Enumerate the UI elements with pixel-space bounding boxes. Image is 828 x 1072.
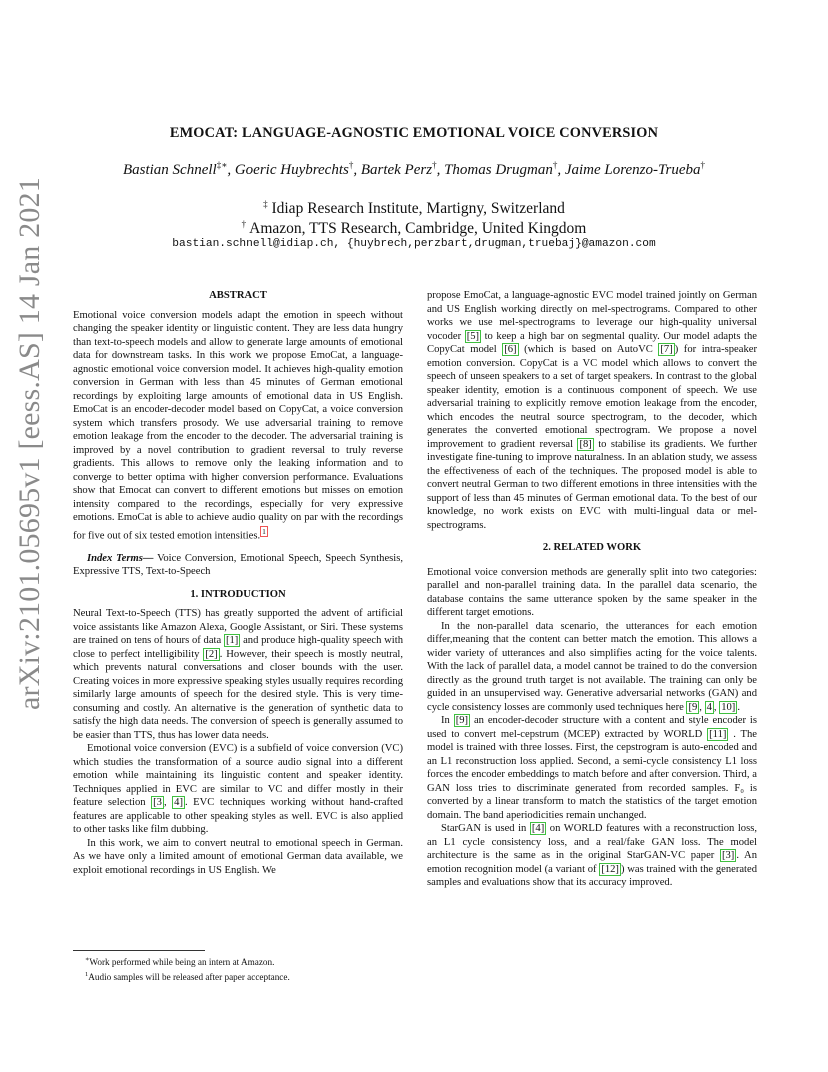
left-column [73, 289, 403, 877]
affiliation-amazon [0, 219, 828, 238]
author-affiliation-mark: ‡∗ [216, 160, 228, 170]
citation-link[interactable]: 4] [174, 797, 183, 809]
footnote-audio [73, 969, 403, 984]
related-paragraph-4: StarGAN is used in [4] on WORLD features with a reconstruction loss, an L1 cycle consistency loss, and a real/fake GAN loss. The model architecture is the same as in the original StarGAN-VC paper [3] . An emotion recognition model (a variant of [12] ) was trained with the generated samples and evaluations show that its accuracy improved. [427, 823, 757, 888]
author-name: Thomas Drugman [444, 162, 553, 178]
abstract-heading: ABSTRACT [209, 290, 267, 301]
intro-paragraph-2: Emotional voice conversion (EVC) is a subfield of voice conversion (VC) which studies the transformation of a source audio signal into a different emotion while maintaining its linguistic content and speaker identity. Techniques applied in EVC are similar to VC and differ mostly in their feature selection [3 , 4] . EVC techniques working without hand-crafted features are applicable to other speaking styles as well. EVC is also applied to other tasks like film dubbing. [73, 743, 403, 836]
intro-continued-paragraph: propose EmoCat, a language-agnostic EVC model trained jointly on German and US English working directly on mel-spectrograms. Compared to other works we use mel-spectrograms to leverage our high-quality universal vocoder [5] to keep a high bar on segmental quality. Our model adapts the CopyCat model [6] (which is based on AutoVC [7] ) for intra-speaker emotion conversion. CopyCat is a VC model which allows to convert the speech of unseen speakers to a set of target speakers. In contrast to the global speaker identity, emotion is a continuous component of speech. We use adversarial training to explicitly remove emotion leakage from the encoder, which encodes the neutral source spectrogram, to the decoder, which generates the converted emotional spectrogram. We propose a novel improvement to gradient reversal [8] to stabilise its gradients. We further investigate fine-tuning to improve naturalness. In an ablation study, we assess the effectiveness of each of the techniques. The proposed model is able to convert neutral German to two different emotions in three intensities with the support of less than 45 minutes of German emotional data. To the best of our knowledge, no work exists on EVC with multi-lingual data or mel-spectrograms. [427, 290, 758, 531]
author-affiliation-mark: † [552, 160, 558, 170]
intro-paragraph-3: In this work, we aim to convert neutral to emotional speech in German. As we have only a limited amount of emotional German data available, we exploit emotional recordings in US English. We [73, 837, 403, 876]
footnote-mark: 1 [85, 970, 89, 978]
citation-link[interactable]: [6] [504, 344, 517, 355]
index-terms [73, 552, 403, 579]
citation-link[interactable]: [2] [205, 648, 218, 660]
citation-link[interactable]: 10] [721, 701, 736, 713]
affiliation-text: Amazon, TTS Research, Cambridge, United Kingdom [249, 220, 587, 238]
citation-link[interactable]: 4 [706, 701, 712, 713]
footnotes [73, 950, 403, 983]
arxiv-stamp: arXiv:2101.05695v1 [eess.AS] 14 Jan 2021 [13, 177, 46, 710]
citation-link[interactable]: [12] [601, 863, 619, 875]
abstract-body: Emotional voice conversion models adapt the emotion in speech without changing the speaker identity or linguistic content. They are less data hungry than text-to-speech models and allow to generate large amounts of emotional data for downstream tasks. In this work we propose EmoCat, a language-agnostic emotional voice conversion model. It achieves high-quality emotion conversion in German with less than 45 minutes of German emotional recordings by exploiting large amounts of emotional data in US English. EmoCat is an encoder-decoder model based on CopyCat, a voice conversion system which transfers prosody. We use adversarial training to remove emotion leakage from the encoder to the decoder. The adversarial training is improved by a novel contribution to gradient reversal to truly reverse gradients. This allows to remove only the leaking information and to converge to better optima with higher conversion performance. Evaluations show that Emocat can convert to different emotions but misses on emotion intensity compared to the recordings, especially for very expressive emotions. EmoCat is able to achieve audio quality on par with the recordings for five out of six tested emotion intensities. [73, 309, 403, 542]
citation-link[interactable]: [4] [531, 823, 545, 834]
author-affiliation-mark: † [348, 160, 354, 170]
citation-link[interactable]: [8] [579, 438, 592, 450]
affiliation-idiap [0, 199, 828, 218]
author-name: Goeric Huybrechts [234, 162, 349, 178]
footnote-ref-link[interactable]: 1 [262, 526, 266, 536]
author-emails: bastian.schnell@idiap.ch, {huybrech,perzbart,drugman,truebaj}@amazon.com [172, 238, 656, 250]
related-work-heading: 2. RELATED WORK [542, 542, 642, 553]
author-name: Bartek Perz [360, 162, 433, 178]
citation-link[interactable]: [7] [660, 344, 673, 355]
author-affiliation-mark: † [700, 160, 706, 170]
index-terms-text: Voice Conversion, Emotional Speech, Speech Synthesis, Expressive TTS, Text-to-Speech [73, 552, 403, 578]
footnote-text: Work performed while being an intern at Amazon. [89, 957, 275, 968]
author-list: Bastian Schnell‡∗, Goeric Huybrechts†, Bartek Perz†, Thomas Drugman†, Jaime Lorenzo-Trueba† [122, 160, 706, 178]
citation-link[interactable]: [11] [709, 728, 727, 740]
related-paragraph-3: In [9] an encoder-decoder structure with a content and style encoder is used to convert mel-cepstrum (MCEP) extracted by WORLD [11] . The model is trained with three losses. First, the cepstrogram is auto-encoded and an L1 reconstruction loss applied. Second, a semi-cycle consistency L1 loss forces the encoder embeddings to match before and after conversion. Third, a GAN loss tries to discriminate generated from recorded samples. F₀ is converted by a linear transform to match the statistics of the target emotion domain. The band aperiodicities remain unchanged. [427, 715, 757, 821]
footnote-text: Audio samples will be released after paper acceptance. [88, 971, 290, 982]
citation-link[interactable]: [9] [455, 715, 469, 726]
citation-link[interactable]: [5] [466, 330, 480, 342]
introduction-heading: 1. INTRODUCTION [190, 588, 286, 600]
footnote-rule [73, 950, 205, 951]
affiliation-mark: † [241, 219, 247, 229]
author-name: Bastian Schnell [122, 162, 217, 178]
footnote-intern [73, 954, 403, 969]
paper-title: EMOCAT: LANGUAGE-AGNOSTIC EMOTIONAL VOICE CONVERSION [169, 125, 659, 141]
footnote-mark: ∗ [85, 956, 90, 963]
related-paragraph-1: Emotional voice conversion methods are generally split into two categories: parallel and non-parallel training data. In the parallel data scenario, the database contains the same utterance spoken by the same speaker in the different target emotions. [427, 566, 757, 618]
author-affiliation-mark: † [432, 160, 437, 170]
citation-link[interactable]: [1] [225, 635, 239, 647]
affiliation-mark: ‡ [263, 199, 268, 209]
abstract-text [73, 309, 403, 543]
affiliation-text: Idiap Research Institute, Martigny, Switzerland [271, 200, 565, 218]
citation-link[interactable]: [9 [688, 701, 698, 713]
author-name: Jaime Lorenzo-Trueba [564, 162, 701, 178]
index-terms-label: Index Terms— [87, 552, 154, 564]
related-paragraph-2: In the non-parallel data scenario, the utterances for each emotion differ,meaning that the content can better match the emotion. This allows a wider variety of utterances and also simplifies acting for the voice talents. With the lack of parallel data, a model cannot be trained to do the conversion directly as the ground truth target is not available. The training can only be guided in an unsupervised way. Generative adversarial networks (GAN) and cycle consistency losses are commonly used techniques here [9 , 4 , 10] . [427, 620, 757, 713]
right-column [427, 289, 757, 890]
citation-link[interactable]: [3 [153, 797, 162, 809]
citation-link[interactable]: [3] [721, 850, 735, 861]
intro-paragraph-1: Neural Text-to-Speech (TTS) has greatly supported the advent of artificial voice assistants like Amazon Alexa, Google Assistant, or Siri. These systems are trained on tens of hours of data [1] and produce high-quality speech with close to perfect intelligibility [2] . However, their speech is mostly neutral, which prevents natural conversations and closer bounds with the user. Creating voices in more expressive speaking styles usually requires recording similarly large amounts of speech for the desired style. This is very time-consuming and costly. An alternative is the generation of synthetic data to satisfy the high data needs. The conversion of speech is generally assumed to be easier than TTS, thus has lower data needs. [73, 608, 404, 741]
